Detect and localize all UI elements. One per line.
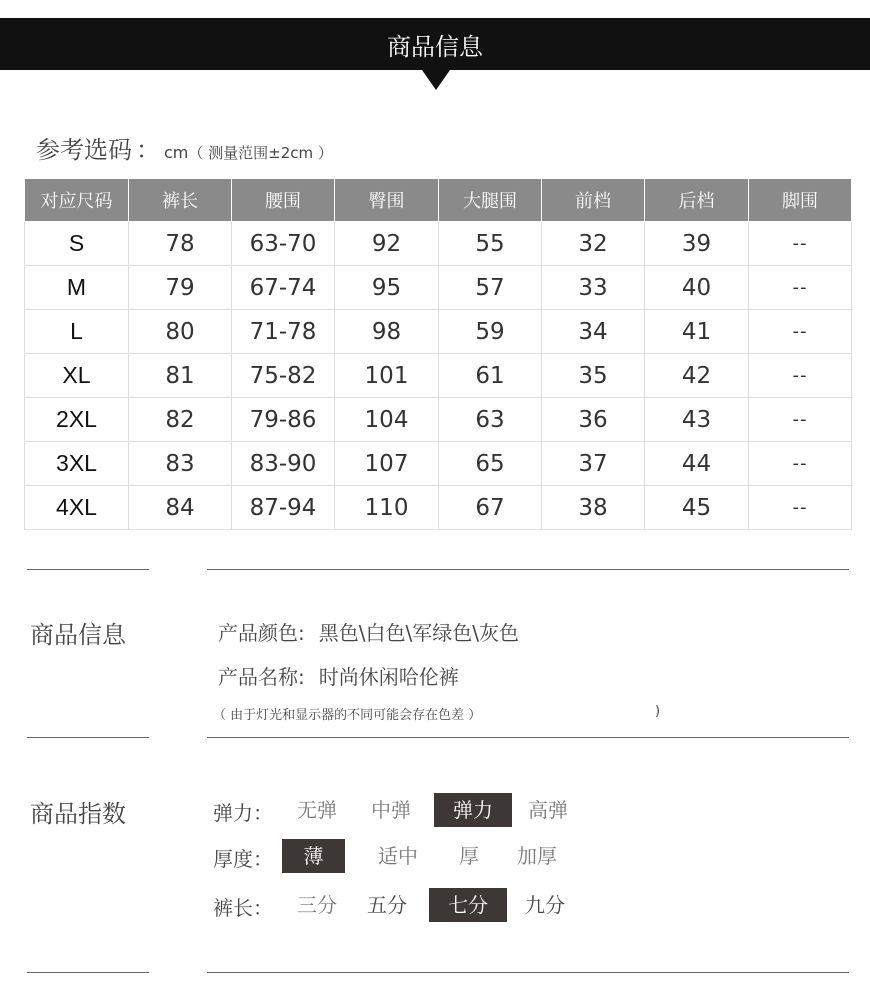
cell-hip: 107 [335, 442, 439, 486]
elasticity-label: 弹力： [213, 801, 273, 825]
cell-hip: 104 [335, 398, 439, 442]
cell-length: 78 [129, 222, 232, 266]
cell-thigh: 61 [439, 354, 542, 398]
product-info-title: 商品信息 [30, 621, 126, 649]
cell-front-rise: 33 [542, 266, 645, 310]
banner-arrow-icon [422, 70, 450, 90]
header-length: 裤长 [129, 179, 232, 222]
cell-back-rise: 43 [645, 398, 749, 442]
cell-length: 81 [129, 354, 232, 398]
product-color-line [218, 617, 519, 646]
thickness-label: 厚度： [213, 847, 273, 871]
length-label: 裤长： [213, 896, 273, 920]
cell-front-rise: 34 [542, 310, 645, 354]
cell-length: 84 [129, 486, 232, 530]
cell-length: 79 [129, 266, 232, 310]
cell-thigh: 59 [439, 310, 542, 354]
size-table-row [25, 222, 852, 266]
cell-waist: 79-86 [232, 398, 335, 442]
cell-waist: 75-82 [232, 354, 335, 398]
size-table-header-row [25, 179, 852, 222]
thickness-option-medium: 适中 [378, 844, 418, 868]
cell-thigh: 63 [439, 398, 542, 442]
cell-waist: 83-90 [232, 442, 335, 486]
product-name-value: 时尚休闲哈伦裤 [318, 665, 459, 689]
length-option-nine-tenths: 九分 [525, 893, 565, 917]
cell-length: 82 [129, 398, 232, 442]
cell-leg-opening: -- [749, 266, 852, 310]
size-table-row [25, 354, 852, 398]
cell-front-rise: 38 [542, 486, 645, 530]
cell-waist: 71-78 [232, 310, 335, 354]
cell-size: 3XL [25, 442, 129, 486]
cell-waist: 63-70 [232, 222, 335, 266]
size-table-row [25, 266, 852, 310]
header-back-rise: 后档 [645, 179, 749, 222]
cell-hip: 110 [335, 486, 439, 530]
cell-leg-opening: -- [749, 354, 852, 398]
banner-title: 商品信息 [387, 32, 483, 61]
size-heading-title: 参考选码 [36, 136, 132, 164]
cell-leg-opening: -- [749, 442, 852, 486]
header-thigh: 大腿围 [439, 179, 542, 222]
length-option-five-tenths: 五分 [367, 893, 407, 917]
elasticity-option-high: 高弹 [528, 798, 568, 822]
header-front-rise: 前档 [542, 179, 645, 222]
cell-waist: 87-94 [232, 486, 335, 530]
divider-right-2 [207, 737, 849, 738]
length-option-seven-tenths: 七分 [429, 888, 507, 922]
cell-back-rise: 41 [645, 310, 749, 354]
size-reference-heading [36, 130, 333, 165]
product-color-label: 产品颜色: [218, 621, 305, 645]
cell-size: S [25, 222, 129, 266]
cell-thigh: 67 [439, 486, 542, 530]
size-table-row [25, 310, 852, 354]
cell-back-rise: 42 [645, 354, 749, 398]
cell-waist: 67-74 [232, 266, 335, 310]
header-waist: 腰围 [232, 179, 335, 222]
cell-length: 80 [129, 310, 232, 354]
thickness-row [213, 839, 613, 873]
cell-hip: 95 [335, 266, 439, 310]
cell-hip: 92 [335, 222, 439, 266]
cell-leg-opening: -- [749, 222, 852, 266]
elasticity-option-elastic: 弹力 [434, 793, 512, 827]
cell-thigh: 57 [439, 266, 542, 310]
size-table-row [25, 442, 852, 486]
header-size: 对应尺码 [25, 179, 129, 222]
header-banner [0, 18, 870, 70]
cell-hip: 101 [335, 354, 439, 398]
elasticity-option-none: 无弹 [297, 798, 337, 822]
elasticity-row [213, 793, 613, 827]
size-heading-colon: ： [136, 136, 160, 164]
cell-back-rise: 45 [645, 486, 749, 530]
cell-front-rise: 35 [542, 354, 645, 398]
cell-thigh: 55 [439, 222, 542, 266]
length-option-three-tenths: 三分 [297, 893, 337, 917]
divider-right-1 [207, 569, 849, 570]
size-table-row [25, 398, 852, 442]
divider-right-3 [207, 972, 849, 973]
header-leg-opening: 脚围 [749, 179, 852, 222]
product-name-label: 产品名称: [218, 665, 305, 689]
divider-left-2 [27, 737, 149, 738]
product-index-title: 商品指数 [30, 800, 126, 828]
cell-leg-opening: -- [749, 486, 852, 530]
thickness-option-extra-thick: 加厚 [517, 844, 557, 868]
cell-size: 4XL [25, 486, 129, 530]
cell-hip: 98 [335, 310, 439, 354]
length-row [213, 888, 613, 922]
color-difference-note: （ 由于灯光和显示器的不同可能会存在色差 ） [213, 708, 482, 723]
header-hip: 臀围 [335, 179, 439, 222]
cell-leg-opening: -- [749, 398, 852, 442]
elasticity-option-medium: 中弹 [371, 798, 411, 822]
cell-length: 83 [129, 442, 232, 486]
cell-thigh: 65 [439, 442, 542, 486]
cell-leg-opening: -- [749, 310, 852, 354]
divider-left-3 [27, 972, 149, 973]
cell-front-rise: 36 [542, 398, 645, 442]
divider-left-1 [27, 569, 149, 570]
cell-size: L [25, 310, 129, 354]
product-color-value: 黑色\白色\军绿色\灰色 [318, 621, 519, 645]
note-close-paren: ) [655, 704, 661, 719]
size-table [24, 178, 852, 530]
thickness-option-thin: 薄 [282, 839, 345, 873]
size-table-row [25, 486, 852, 530]
cell-back-rise: 39 [645, 222, 749, 266]
size-heading-range: （ 测量范围±2cm ） [188, 144, 333, 162]
cell-front-rise: 32 [542, 222, 645, 266]
cell-size: M [25, 266, 129, 310]
cell-size: XL [25, 354, 129, 398]
size-heading-unit: cm [164, 143, 189, 162]
cell-back-rise: 44 [645, 442, 749, 486]
product-name-line [218, 661, 459, 690]
cell-back-rise: 40 [645, 266, 749, 310]
cell-size: 2XL [25, 398, 129, 442]
thickness-option-thick: 厚 [459, 844, 479, 868]
cell-front-rise: 37 [542, 442, 645, 486]
